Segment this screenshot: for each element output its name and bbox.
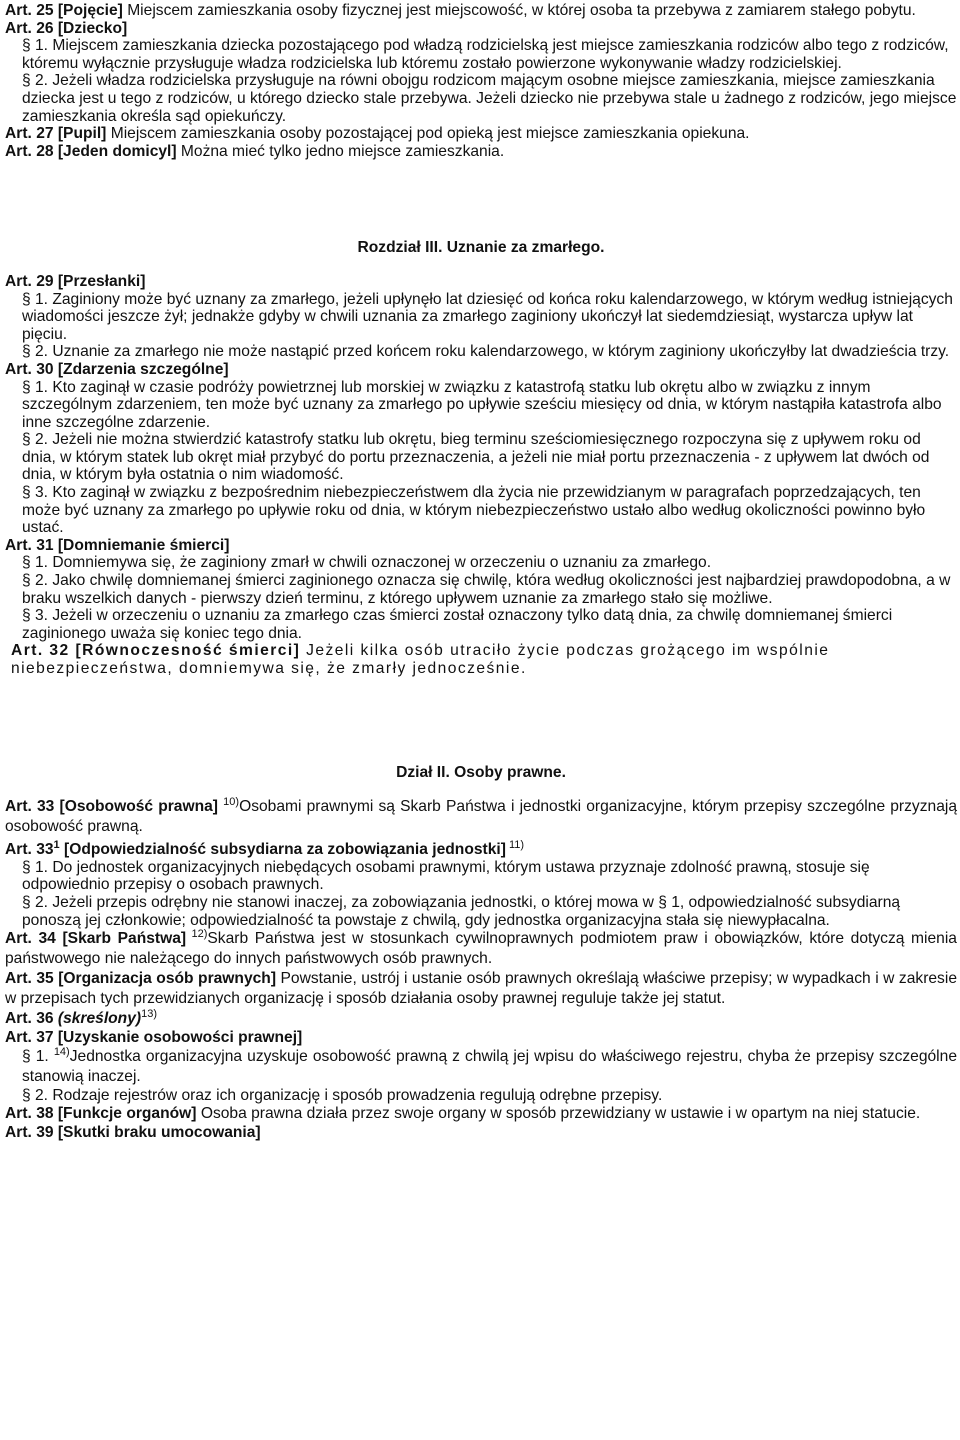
article-heading: Art. 35 [Organizacja osób prawnych]: [5, 970, 277, 988]
article-30-par-2: § 2. Jeżeli nie można stwierdzić katastrofy statku lub okrętu, bieg terminu sześciomiesięcznego rozpoczyna się z upływem roku od dnia, w którym statek lub okręt miał przybyć do portu przeznaczenia, a jeżeli nie miał portu przeznaczenia - z upływem lat dwóch od dnia, w którym była ostatnia o nim wiadomość.: [22, 431, 930, 484]
article-26-heading: Art. 26 [Dziecko]: [5, 19, 128, 37]
article-label: Art. 33: [5, 841, 54, 859]
article-text: Osoba prawna działa przez swoje organy w sposób przewidziany w ustawie i w opartym na niej statucie.: [196, 1105, 921, 1123]
article-37-heading: Art. 37 [Uzyskanie osobowości prawnej]: [5, 1029, 303, 1047]
article-37-par-2: § 2. Rodzaje rejestrów oraz ich organizację i sposób prowadzenia regulują odrębne przepisy.: [22, 1086, 663, 1104]
footnote-ref[interactable]: 11): [505, 839, 525, 852]
footnote-ref[interactable]: 13): [141, 1008, 157, 1021]
article-31-heading: Art. 31 [Domniemanie śmierci]: [5, 536, 230, 554]
article-text: Miejscem zamieszkania osoby pozostającej pod opieką jest miejsce zamieszkania opiekuna.: [106, 125, 750, 143]
article-33-1-par-2: § 2. Jeżeli przepis odrębny nie stanowi inaczej, za zobowiązania jednostki, o której mowa w § 1, odpowiedzialność subsydiarną ponoszą jej członkowie; odpowiedzialność ta powstaje z chwilą, gdy jednostka organizacyjna stała się niewypłacalna.: [22, 893, 901, 929]
article-26-par-2: § 2. Jeżeli władza rodzicielska przysługuje na równi obojgu rodzicom mającym osobne miejsce zamieszkania, miejsce zamieszkania dziecka jest u tego z rodziców, u którego dziecko stale przebywa. Jeżeli dziecko nie przebywa stale u żadnego z rodziców, jego miejsce zamieszkania określa sąd opiekuńczy.: [22, 72, 957, 125]
article-30-par-1: § 1. Kto zaginął w czasie podróży powietrznej lub morskiej w związku z katastrofą statku lub okrętu albo w związku z innym szczególnym zdarzeniem, ten może być uznany za zmarłego po upływie sześciu miesięcy od dnia, w którym nastąpiła katastrofa albo inne szczególne zdarzenie.: [22, 378, 942, 431]
division-heading: Dział II. Osoby prawne.: [396, 763, 566, 781]
article-33: [5, 797, 957, 837]
article-superscript: 1: [53, 839, 60, 852]
article-34: [5, 929, 957, 969]
article-35: [5, 969, 957, 1009]
footnote-ref[interactable]: 14): [53, 1045, 70, 1058]
article-38: [5, 1104, 957, 1124]
paragraph-text: Jednostka organizacyjna uzyskuje osobowość prawną z chwilą jej wpisu do właściwego rejestru, chyba że przepisy szczególne stanowią inaczej.: [22, 1047, 957, 1085]
chapter-heading: Rozdział III. Uznanie za zmarłego.: [357, 239, 605, 257]
article-30-heading: Art. 30 [Zdarzenia szczególne]: [5, 360, 229, 378]
article-27: [5, 125, 957, 143]
document-page: [5, 2, 957, 1142]
footnote-ref[interactable]: 12): [186, 928, 208, 941]
article-33-1-par-1: § 1. Do jednostek organizacyjnych niebędących osobami prawnymi, którym ustawa przyznaje zdolność prawną, stosuje się odpowiednio przepisy o osobach prawnych.: [22, 858, 870, 894]
article-text: Osobami prawnymi są Skarb Państwa i jednostki organizacyjne, którym przepisy szczególne przyznają osobowość prawną.: [5, 798, 958, 836]
article-heading: Art. 25 [Pojęcie]: [5, 2, 123, 19]
article-32: [5, 642, 957, 677]
article-25: [5, 2, 957, 20]
article-39-heading: Art. 39 [Skutki braku umocowania]: [5, 1124, 261, 1142]
article-31-par-2: § 2. Jako chwilę domniemanej śmierci zaginionego oznacza się chwilę, która według okoliczności jest najbardziej prawdopodobna, a w braku wszelkich danych - pierwszy dzień terminu, z którego upływem uznanie za zmarłego stało się możliwe.: [22, 572, 951, 607]
article-30-par-3: § 3. Kto zaginął w związku z bezpośrednim niebezpieczeństwem dla życia nie przewidzianym w paragrafach poprzedzających, ten może być uznany za zmarłego po upływie roku od dnia, w którym niebezpieczeństwo ustało albo według okoliczności powinno było ustać.: [22, 484, 926, 537]
article-text: Miejscem zamieszkania osoby fizycznej jest miejscowość, w której osoba ta przebywa z zamiarem stałego pobytu.: [122, 2, 916, 19]
article-29-heading: Art. 29 [Przesłanki]: [5, 272, 146, 290]
article-heading: Art. 38 [Funkcje organów]: [5, 1105, 197, 1123]
article-label: [Odpowiedzialność subsydiarna za zobowiązania jednostki]: [59, 841, 506, 859]
article-28: [5, 143, 957, 161]
article-text: Jeżeli kilka osób utraciło życie podczas grożącego im wspólnie niebezpieczeństwa, domniemywa się, że zmarły jednocześnie.: [11, 642, 830, 677]
article-31-par-3: § 3. Jeżeli w orzeczeniu o uznaniu za zmarłego czas śmierci został oznaczony tylko datą dnia, za chwilę domniemanej śmierci zaginionego uważa się koniec tego dnia.: [22, 607, 893, 642]
article-text: Skarb Państwa jest w stosunkach cywilnoprawnych podmiotem praw i obowiązków, które dotyczą mienia państwowego nie należącego do innych państwowych osób prawnych.: [5, 930, 957, 968]
article-heading: Art. 34 [Skarb Państwa]: [5, 930, 187, 948]
article-36: [5, 1009, 957, 1029]
article-heading: Art. 28 [Jeden domicyl]: [5, 142, 177, 160]
paragraph-number: § 1.: [22, 1047, 54, 1065]
article-heading: Art. 27 [Pupil]: [5, 125, 107, 143]
repealed-label: (skreślony): [57, 1010, 142, 1028]
article-26-par-1: § 1. Miejscem zamieszkania dziecka pozostającego pod władzą rodzicielską jest miejsce zamieszkania rodziców albo tego z rodziców, któremu wyłącznie przysługuje władza rodzicielska lub któremu zostało powierzone wykonywanie władzy rodzicielskiej.: [22, 37, 949, 72]
article-29-par-1: § 1. Zaginiony może być uznany za zmarłego, jeżeli upłynęło lat dziesięć od końca roku kalendarzowego, w którym według istniejących wiadomości jeszcze żył; jednakże gdyby w chwili uznania za zmarłego zaginiony ukończył lat siedemdziesiąt, wystarcza upływ lat pięciu.: [22, 290, 953, 343]
article-text: Można mieć tylko jedno miejsce zamieszkania.: [176, 142, 505, 160]
article-label: Art. 36: [5, 1010, 58, 1028]
article-heading: Art. 32 [Równoczesność śmierci]: [11, 642, 301, 660]
article-33-1-heading: [5, 841, 957, 859]
article-text: Powstanie, ustrój i ustanie osób prawnych określają właściwe przepisy; w wypadkach i w zakresie w przepisach tych przewidzianych organizację i sposób działania osoby prawnej reguluje także jej statut.: [5, 970, 957, 1008]
footnote-ref[interactable]: 10): [223, 796, 240, 809]
article-29-par-2: § 2. Uznanie za zmarłego nie może nastąpić przed końcem roku kalendarzowego, w którym zaginiony ukończyłby lat dwadzieścia trzy.: [22, 343, 950, 361]
article-37-par-1: [5, 1047, 957, 1087]
article-heading: Art. 33 [Osobowość prawna]: [5, 798, 219, 816]
article-31-par-1: § 1. Domniemywa się, że zaginiony zmarł w chwili oznaczonej w orzeczeniu o uznaniu za zmarłego.: [22, 554, 712, 572]
